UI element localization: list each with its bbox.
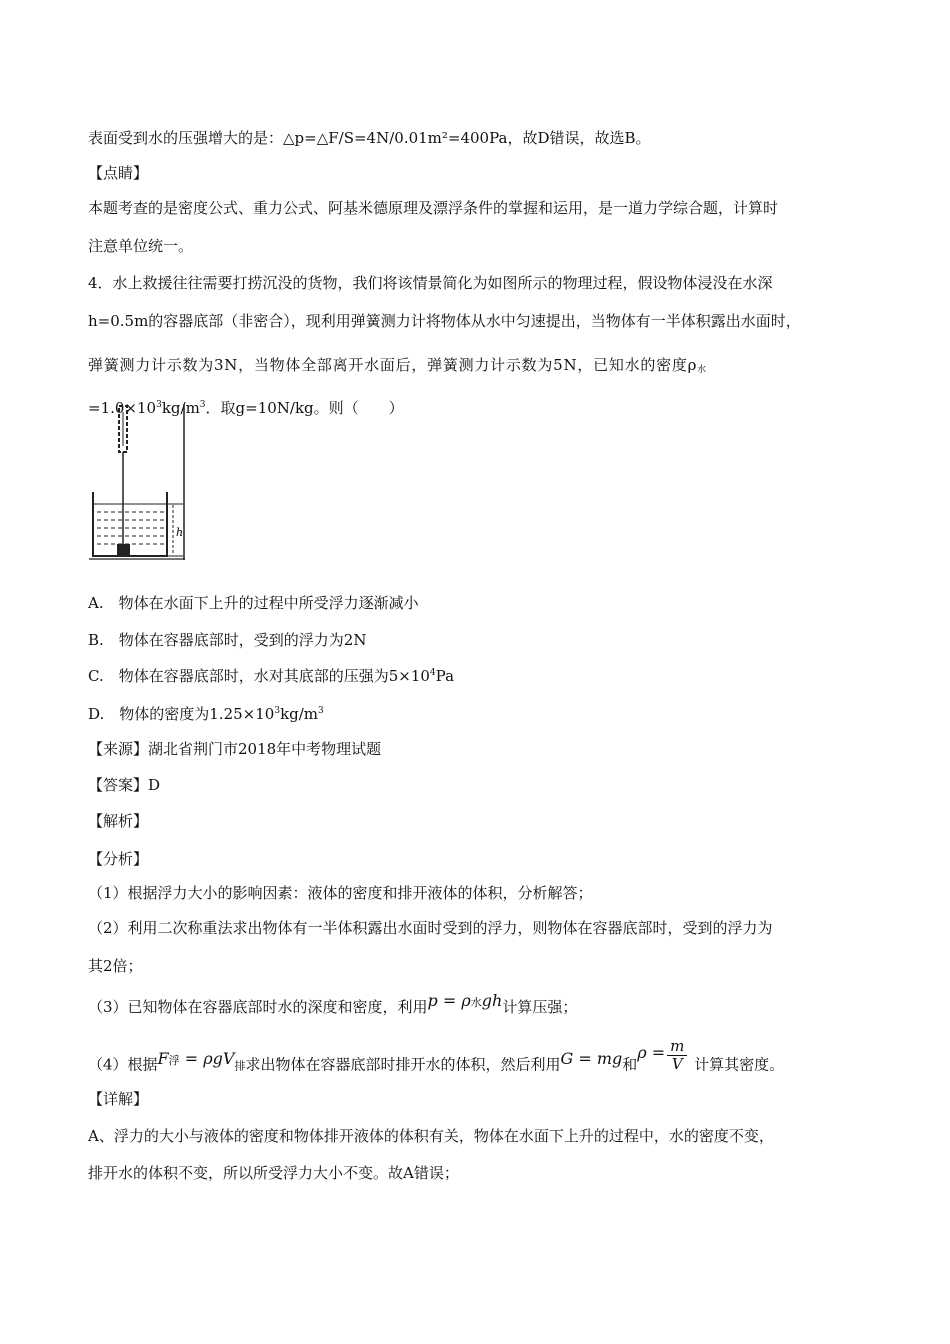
section-dianjing: 【点睛】 [88,164,149,182]
detail-line: A、浮力的大小与液体的密度和物体排开液体的体积有关，物体在水面下上升的过程中，水的密度不变， [88,1127,774,1145]
question-4-line: h=0.5m的容器底部（非密合），现利用弹簧测力计将物体从水中匀速提出，当物体有一半体积露出水面时， [88,312,801,330]
section-xiangjie: 【详解】 [88,1090,149,1108]
buoyancy-formula: F浮 = ρgV [157,1048,235,1068]
source-line: 【来源】湖北省荆门市2018年中考物理试题 [88,740,382,758]
analysis-step-1: （1）根据浮力大小的影响因素：液体的密度和排开液体的体积，分析解答； [88,884,593,902]
answer-line: 【答案】D [88,776,161,794]
depth-label: h [176,526,184,539]
analysis-step-2-cont: 其2倍； [88,957,143,975]
option-text: kg/m [280,705,319,723]
superscript: 3 [318,706,324,716]
analysis-text: 求出物体在容器底部时排开水的体积，然后利用 [245,1055,561,1074]
superscript: 4 [429,668,436,678]
analysis-text: 和 [622,1055,638,1074]
option-text: D. 物体的密度为1.25×10 [88,705,275,723]
question-text: kg/m [161,399,200,417]
question-text: =1.0×10 [88,399,157,417]
option-text: Pa [435,667,455,685]
section-jiexi: 【解析】 [88,812,149,830]
subscript: 水 [697,365,707,375]
question-text: ．取g=10N/kg。则（ ） [205,399,404,417]
analysis-step-2: （2）利用二次称重法求出物体有一半体积露出水面时受到的浮力，则物体在容器底部时，受到的浮力为 [88,919,773,937]
superscript: 3 [156,400,162,410]
section-fenxi: 【分析】 [88,850,149,868]
analysis-text: （3）已知物体在容器底部时水的深度和密度，利用 [88,998,428,1016]
superscript: 3 [274,706,281,716]
pressure-formula: p = ρ水gh [427,991,503,1010]
density-formula: ρ = [637,1042,666,1062]
detail-line: 排开水的体积不变，所以所受浮力大小不变。故A错误； [88,1164,459,1182]
gravity-formula: G = mg [560,1048,623,1068]
option-text: C. 物体在容器底部时，水对其底部的压强为5×10 [88,667,430,685]
option-a: A. 物体在水面下上升的过程中所受浮力逐渐减小 [88,594,419,612]
question-4-line [88,355,707,380]
text-line: 表面受到水的压强增大的是：△p=△F/S=4N/0.01m²=400Pa，故D错误，故选B。 [88,129,651,147]
analysis-step-4 [88,1037,785,1083]
option-d [88,704,324,724]
density-fraction: $\frac{m}{V}$ [667,1038,687,1073]
spring-scale-container-figure [89,404,185,560]
question-4-line: 4．水上救援往往需要打捞沉没的货物，我们将该情景简化为如图所示的物理过程，假设物体浸没在水深 [88,274,773,292]
text-line: 本题考查的是密度公式、重力公式、阿基米德原理及漂浮条件的掌握和运用，是一道力学综合题，计算时 [88,199,779,217]
analysis-step-3 [88,991,578,1019]
superscript: 3 [199,400,206,410]
question-text: 弹簧测力计示数为3N，当物体全部离开水面后，弹簧测力计示数为5N，已知水的密度ρ [88,356,698,374]
analysis-text: 计算其密度。 [689,1055,785,1074]
text-line: 注意单位统一。 [88,237,194,255]
analysis-text: 计算压强； [502,998,578,1016]
option-c [88,666,454,686]
analysis-text: （4）根据 [88,1055,158,1074]
subscript: 排 [234,1059,246,1073]
option-b: B. 物体在容器底部时，受到的浮力为2N [88,631,367,649]
